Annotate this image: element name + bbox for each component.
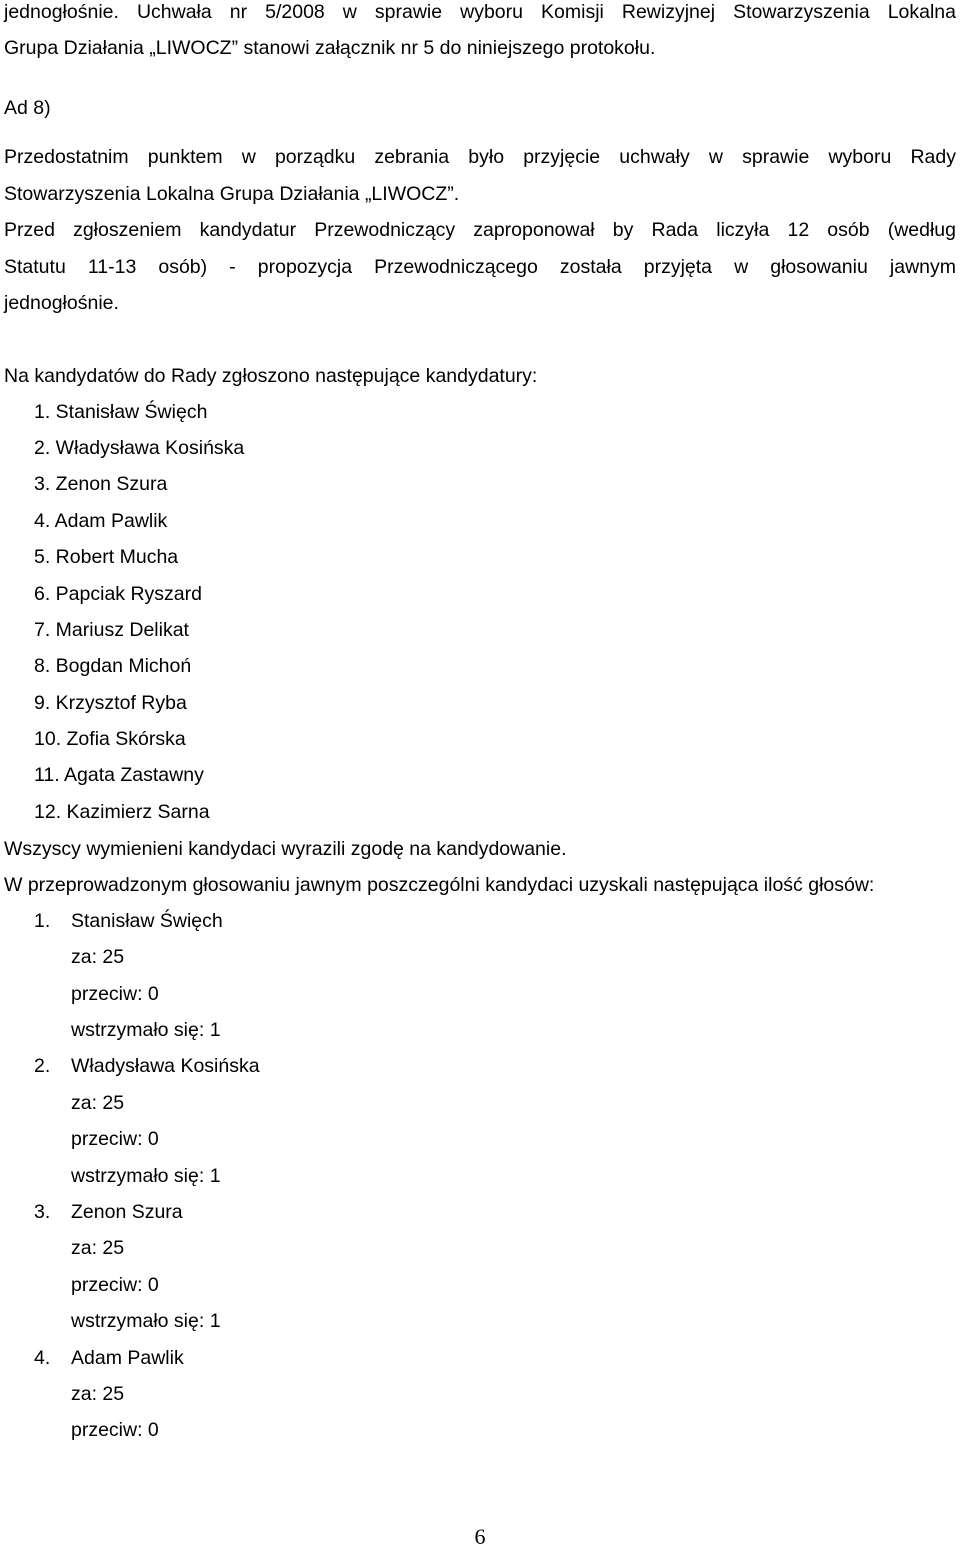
- vote-candidate-label: Władysława Kosińska: [71, 1055, 260, 1077]
- vote-candidate-name: [34, 1346, 184, 1370]
- candidate-item: 9. Krzysztof Ryba: [34, 692, 187, 714]
- paragraph-2-line-2: Statutu 11-13 osób) - propozycja Przewodniczącego została przyjęta w głosowaniu jawnym: [4, 256, 956, 278]
- candidate-item: 1. Stanisław Święch: [34, 401, 208, 423]
- candidates-intro: Na kandydatów do Rady zgłoszono następujące kandydatury:: [4, 365, 538, 387]
- vote-za: za: 25: [71, 1237, 125, 1259]
- candidate-item: 4. Adam Pawlik: [34, 510, 168, 532]
- page-number: 6: [474, 1524, 486, 1549]
- paragraph-2-line-3: jednogłośnie.: [4, 292, 119, 314]
- paragraph-2-line-1: Przed zgłoszeniem kandydatur Przewodniczący zaproponował by Rada liczyła 12 osób (według: [4, 219, 956, 241]
- vote-candidate-label: Adam Pawlik: [71, 1347, 184, 1369]
- vote-candidate-number: 4.: [34, 1347, 51, 1369]
- candidate-item: 10. Zofia Skórska: [34, 728, 186, 750]
- candidate-item: 2. Władysława Kosińska: [34, 437, 245, 459]
- vote-przeciw: przeciw: 0: [71, 1419, 159, 1441]
- candidate-item: 6. Papciak Ryszard: [34, 583, 202, 605]
- candidates-consent: Wszyscy wymienieni kandydaci wyrazili zgodę na kandydowanie.: [4, 838, 567, 860]
- vote-za: za: 25: [71, 946, 125, 968]
- intro-line-2: Grupa Działania „LIWOCZ” stanowi załącznik nr 5 do niniejszego protokołu.: [4, 37, 656, 59]
- vote-przeciw: przeciw: 0: [71, 1128, 159, 1150]
- candidate-item: 3. Zenon Szura: [34, 473, 168, 495]
- vote-wstrzymalo: wstrzymało się: 1: [71, 1165, 221, 1187]
- vote-candidate-label: Zenon Szura: [71, 1201, 183, 1223]
- candidate-item: 8. Bogdan Michoń: [34, 655, 192, 677]
- paragraph-1-line-1: Przedostatnim punktem w porządku zebrania było przyjęcie uchwały w sprawie wyboru Rady: [4, 146, 956, 168]
- vote-candidate-name: [34, 1054, 260, 1078]
- vote-candidate-name: [34, 1200, 183, 1224]
- vote-za: za: 25: [71, 1383, 125, 1405]
- candidate-item: 5. Robert Mucha: [34, 546, 179, 568]
- vote-przeciw: przeciw: 0: [71, 1274, 159, 1296]
- vote-candidate-name: [34, 909, 223, 933]
- vote-wstrzymalo: wstrzymało się: 1: [71, 1019, 221, 1041]
- candidate-item: 12. Kazimierz Sarna: [34, 801, 210, 823]
- candidate-item: 11. Agata Zastawny: [34, 764, 204, 786]
- vote-za: za: 25: [71, 1092, 125, 1114]
- candidate-item: 7. Mariusz Delikat: [34, 619, 189, 641]
- vote-przeciw: przeciw: 0: [71, 983, 159, 1005]
- section-heading: Ad 8): [4, 97, 51, 119]
- intro-line-1: jednogłośnie. Uchwała nr 5/2008 w sprawie wyboru Komisji Rewizyjnej Stowarzyszenia Lokalna: [4, 1, 956, 23]
- vote-candidate-number: 1.: [34, 910, 51, 932]
- vote-wstrzymalo: wstrzymało się: 1: [71, 1310, 221, 1332]
- paragraph-1-line-2: Stowarzyszenia Lokalna Grupa Działania „LIWOCZ”.: [4, 183, 460, 205]
- vote-candidate-number: 2.: [34, 1055, 51, 1077]
- vote-candidate-label: Stanisław Święch: [71, 910, 223, 932]
- vote-candidate-number: 3.: [34, 1201, 51, 1223]
- voting-intro: W przeprowadzonym głosowaniu jawnym poszczególni kandydaci uzyskali następująca ilość głosów:: [4, 874, 875, 896]
